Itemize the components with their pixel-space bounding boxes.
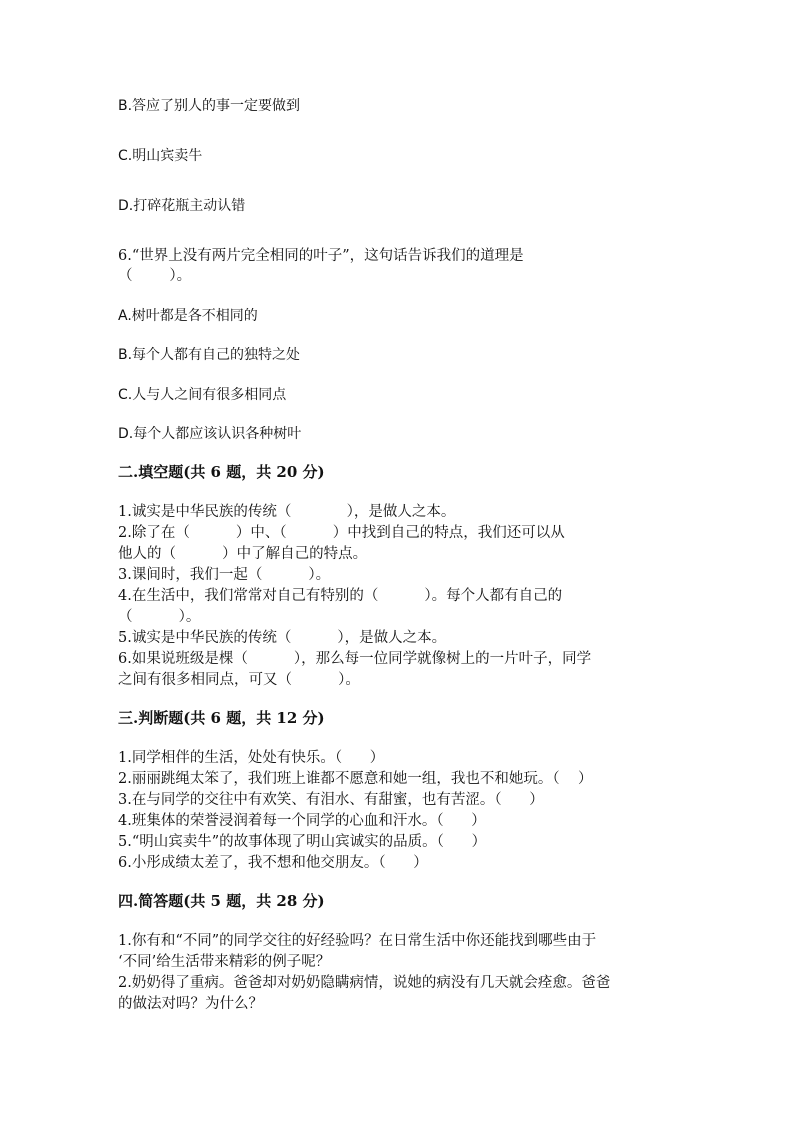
fill-blank-line: 他人的（ ）中了解自己的特点。 (118, 546, 368, 562)
fill-blank-line: 6.如果说班级是棵（ ），那么每一位同学就像树上的一片叶子，同学 (118, 651, 592, 667)
fill-blank-line: 3.课间时，我们一起（ ）。 (118, 567, 331, 583)
short-answer-line: ‘不同’给生活带来精彩的例子呢？ (118, 954, 331, 970)
q6-stem-line1: 6.“世界上没有两片完全相同的叶子”，这句话告诉我们的道理是 (118, 248, 524, 264)
q6-option-d: D.每个人都应该认识各种树叶 (118, 426, 302, 442)
q6-option-a: A.树叶都是各不相同的 (118, 308, 258, 324)
fill-blank-line: 5.诚实是中华民族的传统（ ），是做人之本。 (118, 630, 447, 646)
q6-stem-line2: （ ）。 (118, 268, 192, 284)
true-false-item: 3.在与同学的交往中有欢笑、有泪水、有甜蜜，也有苦涩。（ ） (118, 792, 544, 808)
q5-option-c: C.明山宾卖牛 (118, 148, 203, 164)
short-answer-line: 的做法对吗？为什么？ (118, 996, 263, 1012)
section-heading-short-answer: 四.简答题(共 5 题，共 28 分) (118, 892, 325, 910)
q5-option-d: D.打碎花瓶主动认错 (118, 198, 246, 214)
true-false-item: 6.小彤成绩太差了，我不想和他交朋友。（ ） (118, 855, 428, 871)
section-heading-true-false: 三.判断题(共 6 题，共 12 分) (118, 709, 325, 727)
section-heading-fill-blank: 二.填空题(共 6 题，共 20 分) (118, 463, 325, 481)
fill-blank-line: 之间有很多相同点，可又（ ）。 (118, 672, 360, 688)
fill-blank-line: 1.诚实是中华民族的传统（ ），是做人之本。 (118, 504, 456, 520)
true-false-item: 1.同学相伴的生活，处处有快乐。（ ） (118, 750, 385, 766)
q6-option-b: B.每个人都有自己的独特之处 (118, 347, 301, 363)
true-false-item: 4.班集体的荣誉浸润着每一个同学的心血和汗水。（ ） (118, 813, 486, 829)
q5-option-b: B.答应了别人的事一定要做到 (118, 98, 301, 114)
short-answer-line: 2.奶奶得了重病。爸爸却对奶奶隐瞒病情，说她的病没有几天就会痊愈。爸爸 (118, 975, 611, 991)
fill-blank-line: 2.除了在（ ）中、（ ）中找到自己的特点，我们还可以从 (118, 525, 565, 541)
q6-option-c: C.人与人之间有很多相同点 (118, 387, 287, 403)
true-false-item: 5.“明山宾卖牛”的故事体现了明山宾诚实的品质。（ ） (118, 834, 487, 850)
short-answer-line: 1.你有和“不同”的同学交往的好经验吗？在日常生活中你还能找到哪些由于 (118, 933, 597, 949)
fill-blank-line: 4.在生活中，我们常常对自己有特别的（ ）。每个人都有自己的 (118, 588, 563, 604)
true-false-item: 2.丽丽跳绳太笨了，我们班上谁都不愿意和她一组，我也不和她玩。（ ） (118, 771, 593, 787)
fill-blank-line: （ ）。 (118, 609, 201, 625)
